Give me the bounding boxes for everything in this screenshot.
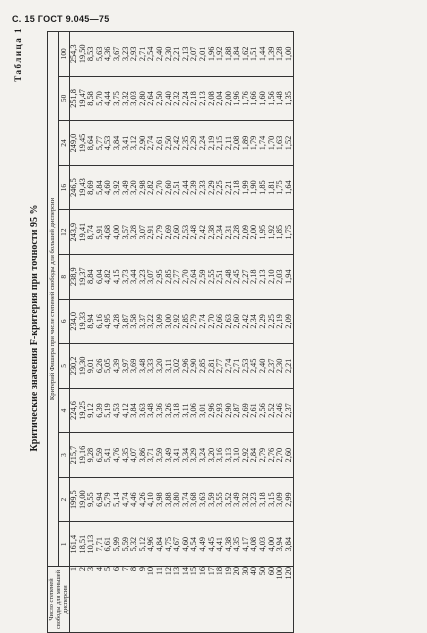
f-criterion-table — [47, 31, 294, 633]
column-header: 4 — [59, 388, 70, 433]
column-header: 5 — [59, 344, 70, 389]
column-header: 2 — [59, 477, 70, 522]
table-caption: Критические значения F-критерия при точности 95 % — [29, 204, 40, 452]
value-column: 246,5 19,43 8,69 5,84 4,60 3,92 3,49 3,20 2,98 2,82 2,70 2,60 2,51 2,44 2,39 2,33 2,29 2,25 2,21 2,18 1,99 1,90 1,85 1,81 1,75 1,64 — [70, 165, 294, 210]
column-header: 100 — [59, 32, 70, 77]
column-header: 50 — [59, 76, 70, 121]
column-header: 12 — [59, 210, 70, 255]
value-column: 161,4 18,51 10,13 7,71 6,61 5,99 5,59 5,32 5,12 4,96 4,84 4,75 4,67 4,60 4,54 4,49 4,45 4,41 4,38 4,35 4,17 4,08 4,03 4,00 3,94 3,84 — [70, 522, 294, 567]
value-column: 230,2 19,30 9,01 6,26 5,05 4,39 3,97 3,69 3,48 3,33 3,20 3,11 3,02 2,96 2,90 2,85 2,81 2,77 2,74 2,71 2,53 2,45 2,40 2,37 2,30 2,21 — [70, 344, 294, 389]
column-header: 1 — [59, 522, 70, 567]
value-column: 234,0 19,33 8,94 6,16 4,95 4,28 3,87 3,58 3,37 3,22 3,09 3,00 2,92 2,85 2,79 2,74 2,70 2,66 2,63 2,60 2,42 2,34 2,29 2,25 2,19 2,09 — [70, 299, 294, 344]
column-header: 6 — [59, 299, 70, 344]
value-column: 251,8 19,47 8,58 5,70 4,44 3,75 3,32 3,03 2,80 2,64 2,50 2,40 2,32 2,24 2,18 2,13 2,08 2,04 2,00 1,96 1,76 1,66 1,60 1,56 1,48 1,35 — [70, 76, 294, 121]
value-column: 249,0 19,45 8,64 5,77 4,53 3,84 3,41 3,12 2,90 2,74 2,61 2,50 2,42 2,35 2,29 2,24 2,19 2,15 2,11 2,08 1,89 1,79 1,74 1,70 1,63 1,52 — [70, 121, 294, 166]
column-header: 8 — [59, 254, 70, 299]
value-column: 254,3 19,50 8,53 5,63 4,36 3,67 3,23 2,93 2,71 2,54 2,40 2,30 2,21 2,13 2,07 2,01 1,96 1,92 1,88 1,84 1,62 1,51 1,44 1,39 1,28 1,00 — [70, 32, 294, 77]
column-header-row — [59, 32, 70, 633]
value-column: 243,9 19,41 8,74 5,91 4,68 4,00 3,57 3,28 3,07 2,91 2,79 2,69 2,60 2,53 2,48 2,42 2,38 2,34 2,31 2,28 2,09 2,00 1,95 1,92 1,85 1,75 — [70, 210, 294, 255]
value-column: 224,6 19,25 9,12 6,39 5,19 4,53 4,12 3,84 3,63 3,48 3,36 3,26 3,18 3,11 3,06 3,01 2,96 2,93 2,90 2,87 2,69 2,61 2,56 2,52 2,46 2,37 — [70, 388, 294, 433]
value-column: 238,9 19,37 8,84 6,04 4,82 4,15 3,73 3,44 3,23 3,07 2,95 2,85 2,77 2,70 2,64 2,59 2,55 2,51 2,48 2,45 2,27 2,18 2,13 2,10 2,03 1,94 — [70, 254, 294, 299]
df-column: 1 2 3 4 5 6 7 8 9 10 11 12 13 14 15 16 17 18 19 20 30 40 50 60 100 120 — [70, 567, 294, 633]
df-header: Число степеней свободы для меньшей дисперсии — [48, 567, 70, 633]
rotated-table-block — [13, 23, 421, 633]
value-column: 215,7 19,16 9,28 6,59 5,41 4,76 4,35 4,07 3,86 3,71 3,59 3,49 3,41 3,34 3,29 3,24 3,20 3,16 3,13 3,10 2,92 2,84 2,79 2,76 2,70 2,60 — [70, 433, 294, 478]
table-body-row — [70, 32, 294, 633]
page-header: С. 15 ГОСТ 9.045—75 — [12, 14, 110, 24]
column-header: 16 — [59, 165, 70, 210]
table-subheader: Критерий Фишера при числе степеней свободы для большей дисперсии — [48, 32, 59, 567]
value-column: 199,5 19,00 9,55 6,94 5,79 5,14 4,74 4,46 4,26 4,10 3,98 3,88 3,80 3,74 3,68 3,63 3,59 3,55 3,52 3,49 3,32 3,23 3,18 3,15 3,09 2,99 — [70, 477, 294, 522]
table-label: Таблица 1 — [13, 27, 23, 82]
column-header: 24 — [59, 121, 70, 166]
column-header: 3 — [59, 433, 70, 478]
